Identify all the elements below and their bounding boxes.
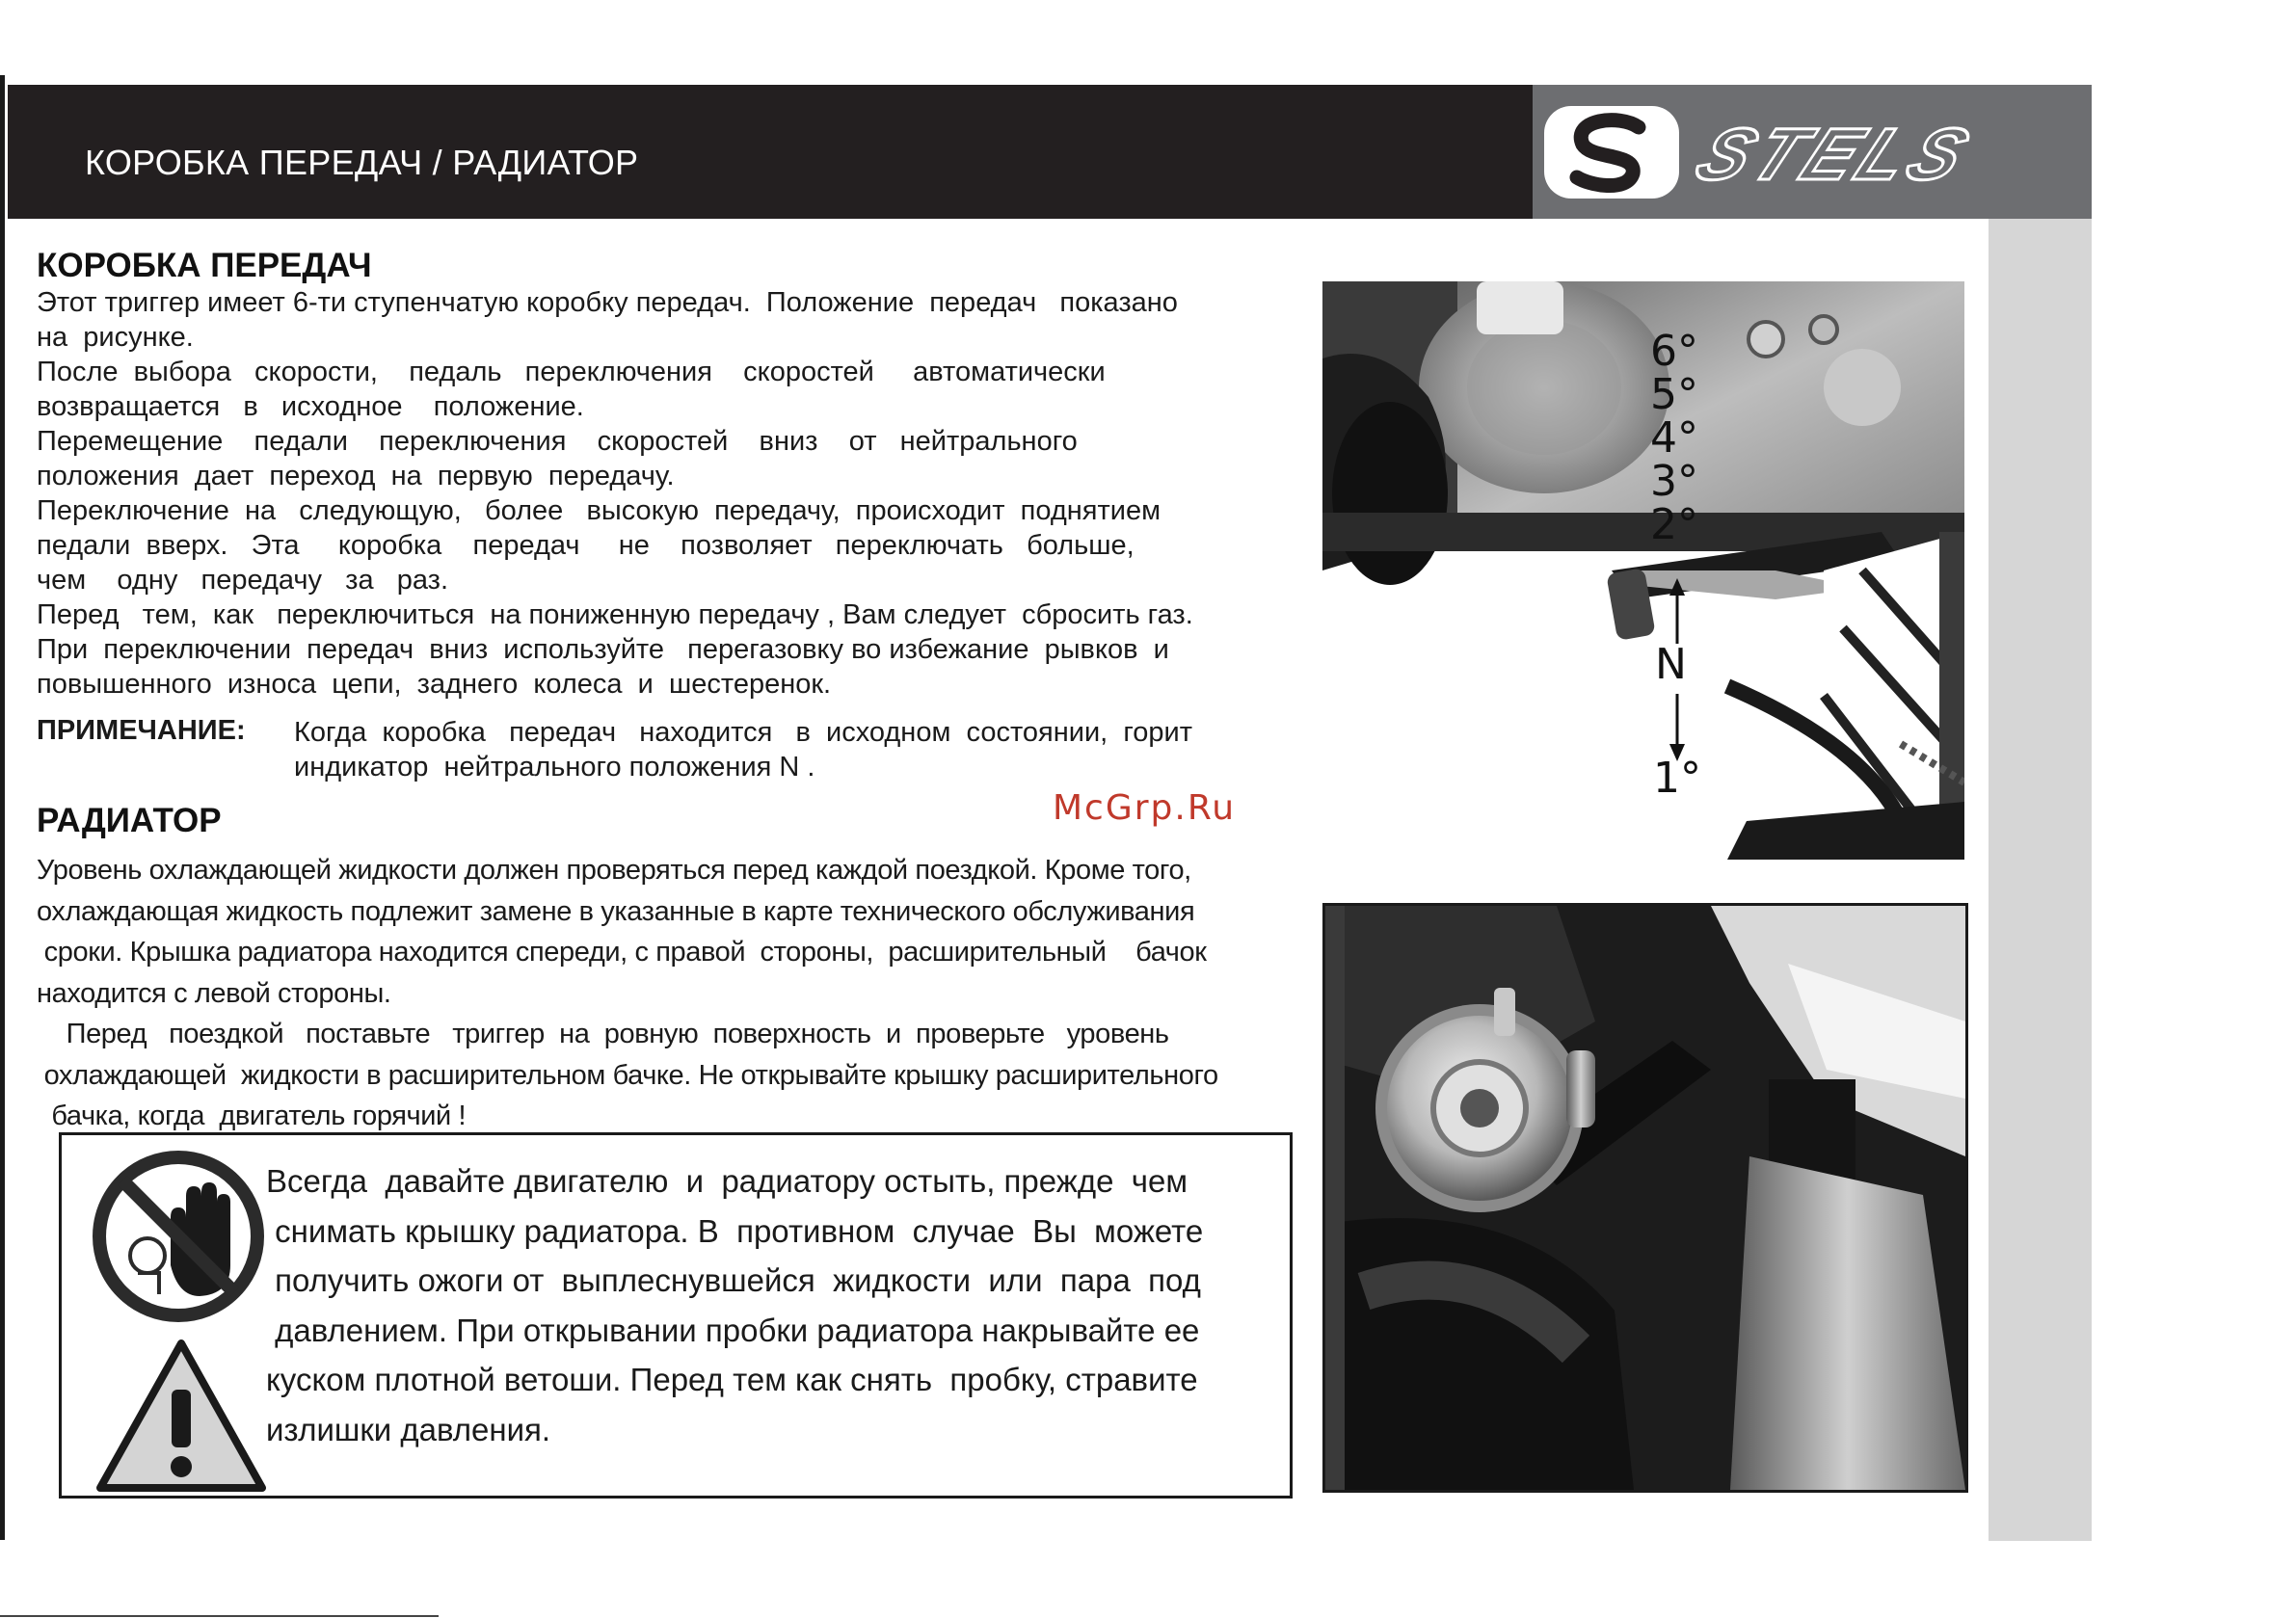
page-title: КОРОБКА ПЕРЕДАЧ / РАДИАТОР [85, 143, 639, 182]
radiator-line: Перед поездкой поставьте триггер на ровную поверхность и проверьте уровень [37, 1019, 1169, 1049]
no-hand-icon [92, 1150, 265, 1323]
radiator-text [37, 850, 1218, 1137]
radiator-photo [1322, 903, 1968, 1493]
gear-label-3: 3° [1650, 457, 1698, 506]
gearbox-line: Перемещение педали переключения скоростей вниз от нейтрального [37, 426, 1078, 457]
radiator-heading: РАДИАТОР [37, 802, 222, 839]
warning-line: давлением. При открывании пробки радиатора накрывайте ее [266, 1312, 1200, 1348]
note-label: ПРИМЕЧАНИЕ: [37, 715, 246, 746]
warning-box [59, 1132, 1293, 1499]
warning-line: снимать крышку радиатора. В противном случае Вы можете [266, 1212, 1204, 1249]
gearbox-line: Перед тем, как переключиться на пониженную передачу , Вам следует сбросить газ. [37, 599, 1193, 630]
note-text [294, 715, 1192, 784]
gearbox-heading: КОРОБКА ПЕРЕДАЧ [37, 247, 372, 284]
gear-label-2: 2° [1650, 500, 1698, 549]
gearbox-line: чем одну передачу за раз. [37, 565, 449, 596]
gearbox-line: После выбора скорости, педаль переключения скоростей автоматически [37, 357, 1106, 387]
gearbox-photo [1322, 281, 1964, 860]
gear-label-5: 5° [1650, 370, 1698, 419]
radiator-line: сроки. Крышка радиатора находится спереди, с правой стороны, расширительный бачок [37, 937, 1207, 968]
note-line: Когда коробка передач находится в исходном состоянии, горит [294, 717, 1193, 748]
stels-logo-icon [1533, 85, 2092, 219]
warning-text [266, 1156, 1203, 1454]
warning-line: получить ожоги от выплеснувшейся жидкости или пара под [266, 1262, 1201, 1298]
warning-triangle-icon [94, 1338, 268, 1494]
warning-line: куском плотной ветоши. Перед тем как снять пробку, стравите [266, 1362, 1198, 1397]
gearbox-photo-illustration [1322, 281, 1964, 860]
arrow-down-icon [1658, 694, 1696, 761]
radiator-line: охлаждающей жидкости в расширительном бачке. Не открывайте крышку расширительного [37, 1059, 1218, 1091]
gearbox-text [37, 285, 1193, 702]
bottom-rule [0, 1615, 439, 1617]
radiator-line: Уровень охлаждающей жидкости должен проверяться перед каждой поездкой. Кроме того, [37, 855, 1191, 886]
gearbox-line: При переключении передач вниз используйте перегазовку во избежание рывков и [37, 634, 1169, 665]
warning-line: излишки давления. [266, 1411, 551, 1447]
gearbox-line: возвращается в исходное положение. [37, 391, 584, 422]
svg-text:STELS: STELS [1683, 113, 1988, 196]
radiator-line: охлаждающая жидкость подлежит замене в указанные в карте технического обслуживания [37, 895, 1195, 927]
gear-label-neutral: N [1655, 640, 1687, 689]
brand-logo-panel [1533, 85, 2092, 219]
watermark-text: McGrp.Ru [1053, 788, 1237, 828]
radiator-line: бачка, когда двигатель горячий ! [37, 1101, 467, 1131]
gear-label-4: 4° [1650, 413, 1698, 463]
radiator-line: находится с левой стороны. [37, 977, 391, 1009]
gearbox-line: Этот триггер имеет 6-ти ступенчатую коробку передач. Положение передач показано [37, 287, 1178, 318]
radiator-cap-photo-illustration [1325, 906, 1965, 1490]
gear-position-labels [1650, 327, 1698, 549]
warning-line: Всегда давайте двигателю и радиатору остыть, прежде чем [266, 1163, 1188, 1199]
left-margin-rule [0, 75, 5, 1540]
note-line: индикатор нейтрального положения N . [294, 752, 815, 782]
gearbox-line: на рисунке. [37, 322, 194, 353]
gearbox-line: повышенного износа цепи, заднего колеса и шестеренок. [37, 669, 832, 700]
gearbox-line: положения дает переход на первую передачу. [37, 461, 675, 491]
gearbox-line: Переключение на следующую, более высокую передачу, происходит поднятием [37, 495, 1161, 526]
side-strip [1989, 219, 2092, 1541]
gear-label-1: 1° [1653, 754, 1701, 803]
gear-label-6: 6° [1650, 327, 1698, 376]
arrow-up-icon [1658, 578, 1696, 646]
gearbox-line: педали вверх. Эта коробка передач не позволяет переключать больше, [37, 530, 1135, 561]
